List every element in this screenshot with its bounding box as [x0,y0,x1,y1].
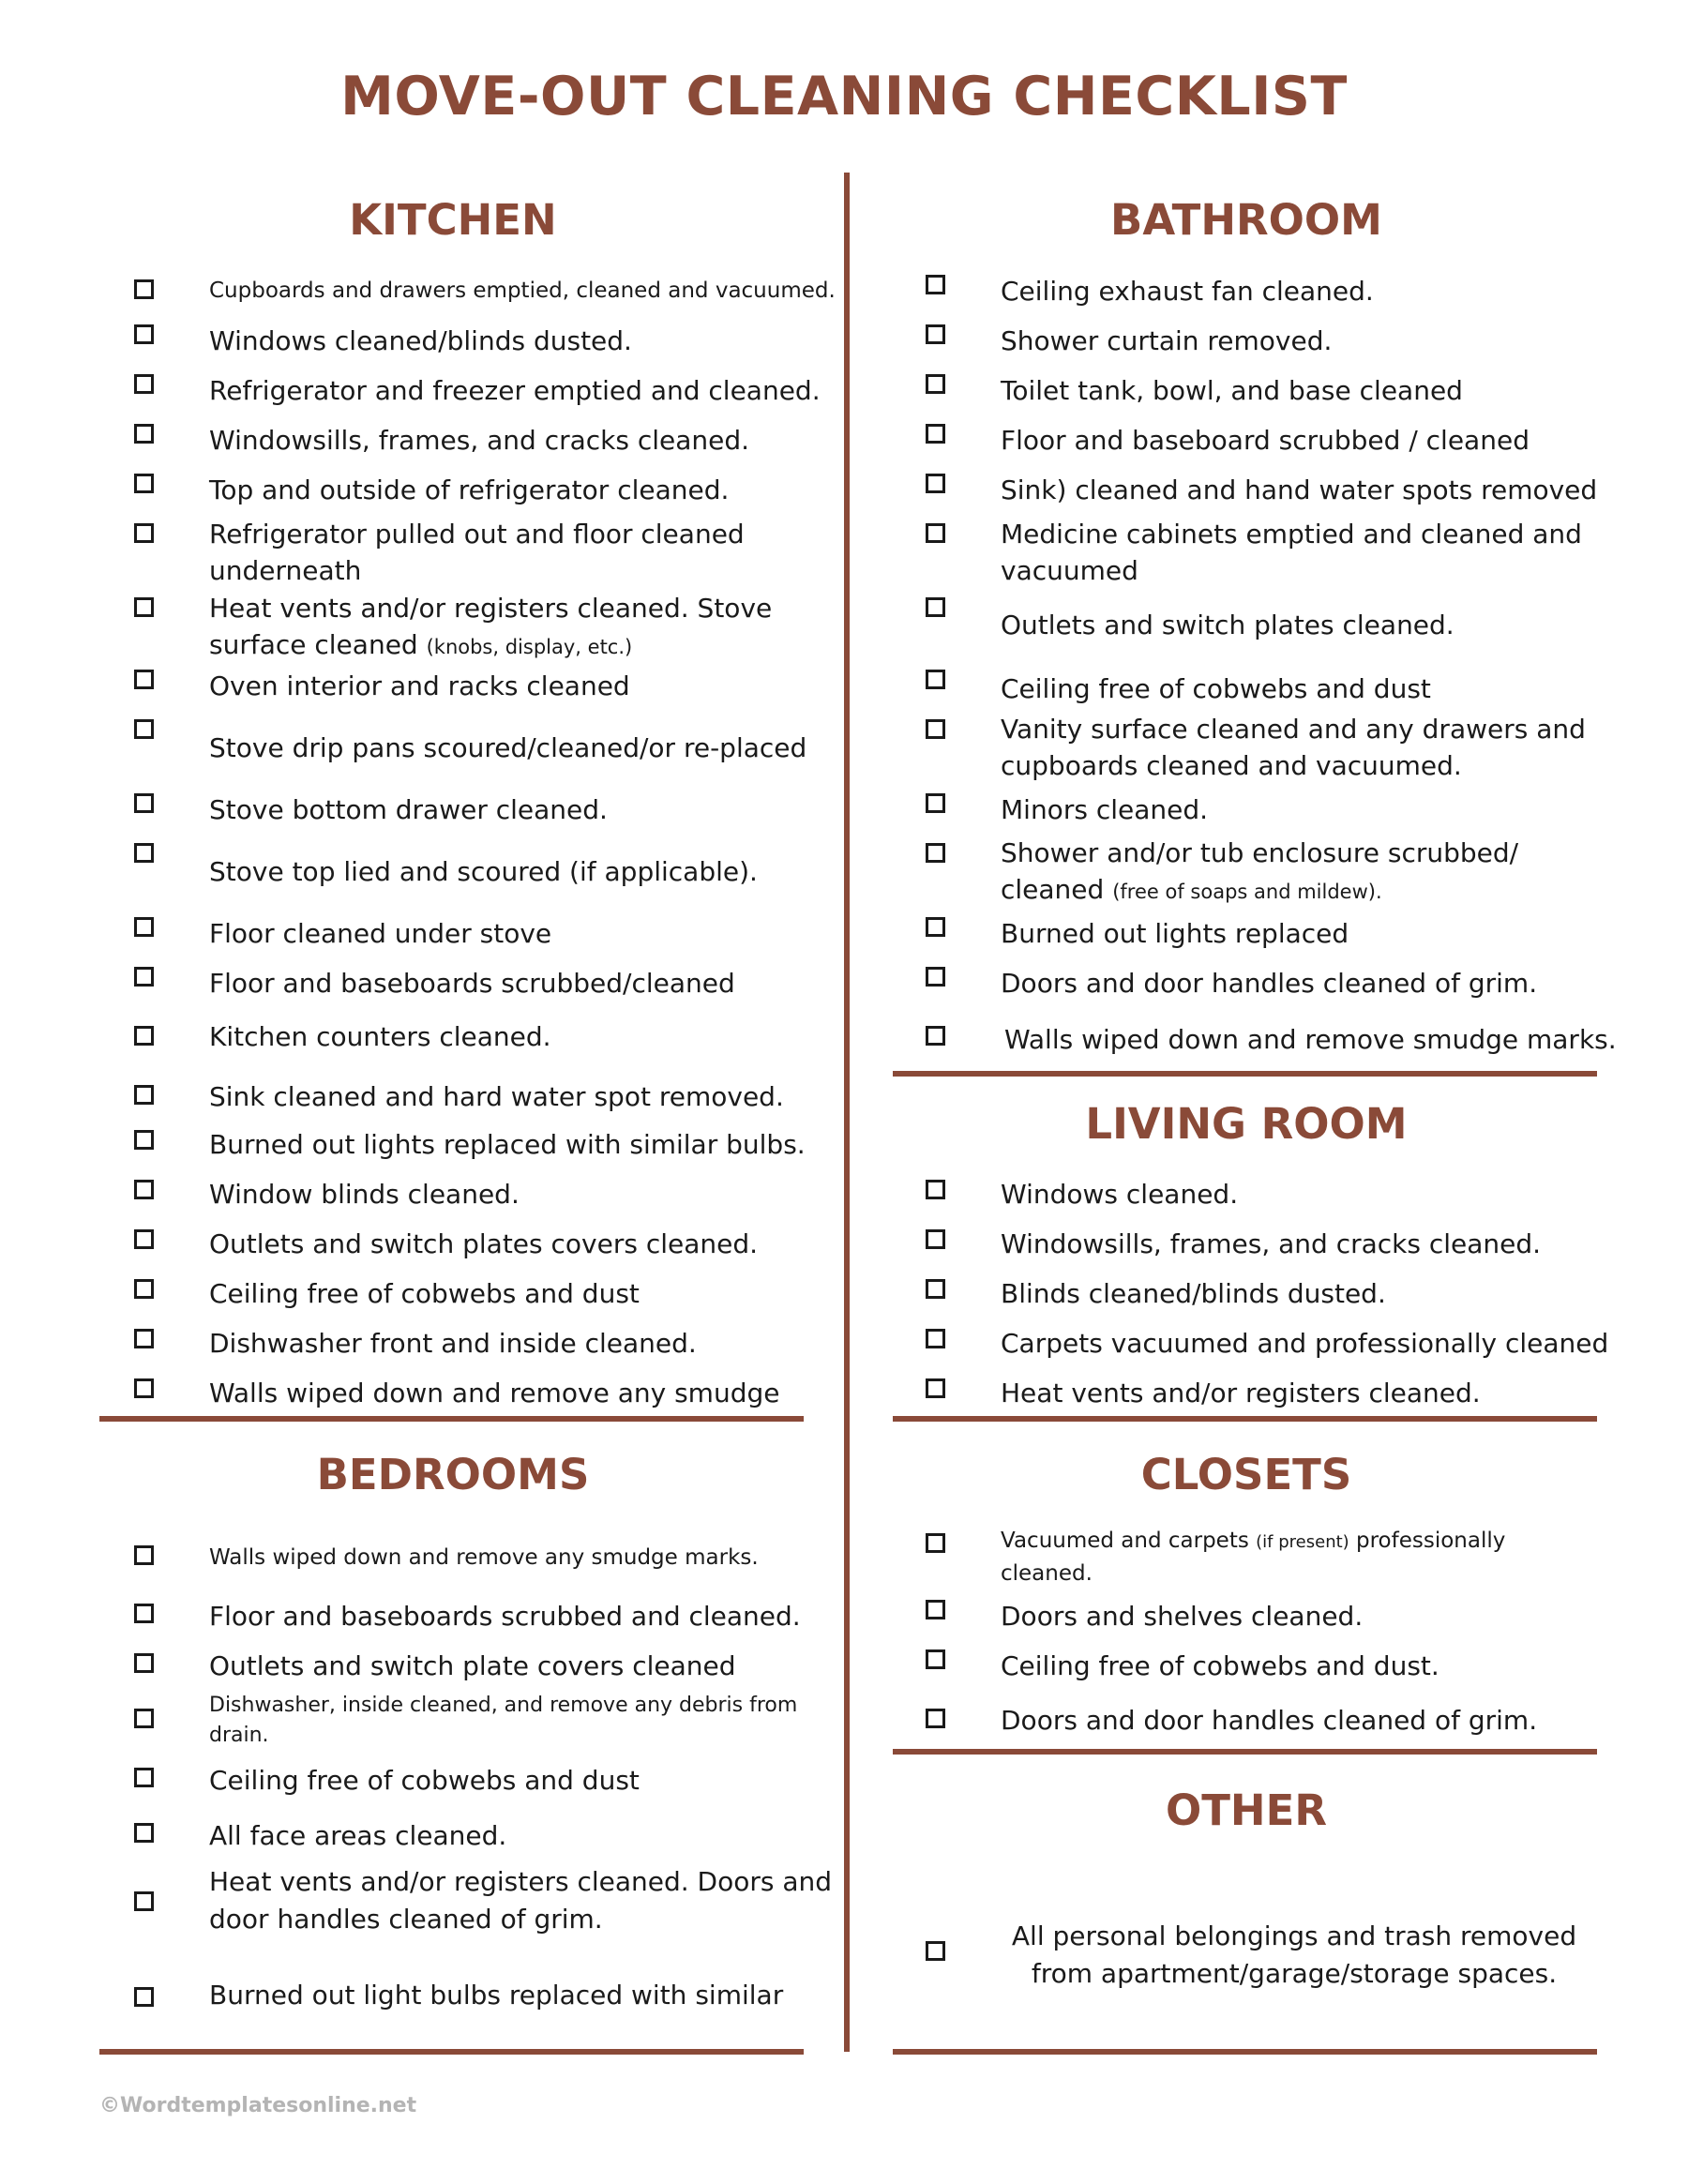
kitchen-checkbox[interactable] [134,424,154,444]
bedrooms-checkbox[interactable] [134,1768,154,1787]
closets-item-continued: cleaned. [1001,1561,1093,1586]
kitchen-checkbox[interactable] [134,719,154,739]
kitchen-checkbox[interactable] [134,324,154,344]
living-room-item: Blinds cleaned/blinds dusted. [1001,1278,1386,1309]
kitchen-item: Oven interior and racks cleaned [209,670,630,701]
kitchen-item: Heat vents and/or registers cleaned. Stove [209,593,773,624]
bathroom-checkbox[interactable] [926,597,945,617]
kitchen-checkbox[interactable] [134,1279,154,1299]
kitchen-checkbox[interactable] [134,523,154,543]
kitchen-checkbox[interactable] [134,670,154,689]
bathroom-checkbox[interactable] [926,917,945,937]
kitchen-item: Walls wiped down and remove any smudge [209,1378,780,1408]
bedrooms-item: All face areas cleaned. [209,1820,507,1851]
living-room-checkbox[interactable] [926,1279,945,1299]
living-room-item: Carpets vacuumed and professionally cleaned [1001,1328,1609,1359]
bathroom-checkbox[interactable] [926,670,945,689]
bedrooms-checkbox[interactable] [134,1891,154,1911]
living-room-checkbox[interactable] [926,1229,945,1249]
bathroom-item: Shower and/or tub enclosure scrubbed/ [1001,837,1519,868]
bathroom-item: Outlets and switch plates cleaned. [1001,610,1454,640]
closets-heading: CLOSETS [1140,1450,1352,1499]
bathroom-item: Minors cleaned. [1001,794,1209,825]
bathroom-checkbox[interactable] [926,275,945,294]
bathroom-checkbox[interactable] [926,793,945,813]
bathroom-checkbox[interactable] [926,374,945,394]
kitchen-item: Ceiling free of cobwebs and dust [209,1278,640,1309]
bathroom-item-note: (free of soaps and mildew). [1112,881,1382,903]
kitchen-item: Burned out lights replaced with similar bulbs. [209,1129,806,1160]
kitchen-checkbox[interactable] [134,374,154,394]
bathroom-item: Floor and baseboard scrubbed / cleaned [1001,425,1530,456]
bedrooms-checkbox[interactable] [134,1604,154,1623]
bathroom-checkbox[interactable] [926,324,945,344]
kitchen-checkbox[interactable] [134,1026,154,1046]
kitchen-heading: KITCHEN [349,195,557,245]
section-divider-living-room [893,1416,1597,1422]
kitchen-item: Dishwasher front and inside cleaned. [209,1328,697,1359]
closets-item: Ceiling free of cobwebs and dust. [1001,1650,1439,1681]
closets-item-note: (if present) [1256,1532,1349,1552]
living-room-item: Windowsills, frames, and cracks cleaned. [1001,1228,1542,1259]
bathroom-heading: BATHROOM [1110,195,1382,245]
kitchen-item-continued: underneath [209,555,362,586]
bathroom-checkbox[interactable] [926,474,945,493]
section-divider-other [893,2049,1597,2055]
bathroom-item: Ceiling free of cobwebs and dust [1001,673,1431,704]
other-item-continued: from apartment/garage/storage spaces. [1031,1958,1558,1989]
kitchen-item: Windows cleaned/blinds dusted. [209,325,632,356]
bedrooms-item: Heat vents and/or registers cleaned. Doors and [209,1866,833,1897]
kitchen-checkbox[interactable] [134,967,154,987]
kitchen-item: Stove drip pans scoured/cleaned/or re-placed [209,732,807,763]
bedrooms-heading: BEDROOMS [316,1450,590,1499]
closets-item [1001,1526,1505,1558]
bathroom-checkbox[interactable] [926,523,945,543]
kitchen-checkbox[interactable] [134,1180,154,1199]
bathroom-item: Doors and door handles cleaned of grim. [1001,968,1538,999]
bedrooms-item: Outlets and switch plate covers cleaned [209,1650,736,1681]
bathroom-item: Walls wiped down and remove smudge marks. [1004,1024,1617,1055]
kitchen-item: Cupboards and drawers emptied, cleaned and vacuumed. [209,279,836,303]
bathroom-item-continued: cupboards cleaned and vacuumed. [1001,750,1462,781]
bathroom-item: Shower curtain removed. [1001,325,1333,356]
kitchen-item: Kitchen counters cleaned. [209,1021,551,1052]
closets-checkbox[interactable] [926,1533,945,1553]
bathroom-checkbox[interactable] [926,1026,945,1046]
kitchen-checkbox[interactable] [134,279,154,299]
kitchen-checkbox[interactable] [134,843,154,863]
page-title: MOVE-OUT CLEANING CHECKLIST [340,66,1348,128]
bedrooms-item: Ceiling free of cobwebs and dust [209,1765,640,1796]
kitchen-checkbox[interactable] [134,597,154,617]
closets-checkbox[interactable] [926,1600,945,1619]
living-room-checkbox[interactable] [926,1378,945,1398]
kitchen-item: Windowsills, frames, and cracks cleaned. [209,425,750,456]
closets-checkbox[interactable] [926,1649,945,1669]
kitchen-item: Window blinds cleaned. [209,1179,520,1210]
kitchen-item: Stove top lied and scoured (if applicable). [209,856,758,887]
other-heading: OTHER [1165,1785,1327,1835]
bedrooms-checkbox[interactable] [134,1823,154,1843]
section-divider-kitchen [99,1416,804,1422]
kitchen-checkbox[interactable] [134,1130,154,1150]
bathroom-checkbox[interactable] [926,424,945,444]
closets-item: Doors and shelves cleaned. [1001,1601,1364,1632]
kitchen-checkbox[interactable] [134,1085,154,1105]
closets-checkbox[interactable] [926,1709,945,1728]
kitchen-checkbox[interactable] [134,474,154,493]
kitchen-item-note: (knobs, display, etc.) [426,636,633,658]
closets-item-text: Vacuumed and carpets [1001,1529,1249,1553]
watermark: ©Wordtemplatesonline.net [99,2094,417,2117]
kitchen-checkbox[interactable] [134,793,154,813]
column-divider [844,173,850,2052]
section-divider-bathroom [893,1071,1597,1077]
bedrooms-item-continued: drain. [209,1724,269,1747]
living-room-heading: LIVING ROOM [1085,1099,1408,1149]
kitchen-item: Top and outside of refrigerator cleaned. [209,474,730,505]
kitchen-item-continued [209,626,632,666]
living-room-checkbox[interactable] [926,1329,945,1348]
bedrooms-checkbox[interactable] [134,1987,154,2007]
bathroom-item: Vanity surface cleaned and any drawers and [1001,714,1586,745]
bedrooms-checkbox[interactable] [134,1545,154,1565]
kitchen-checkbox[interactable] [134,1229,154,1249]
kitchen-item: Outlets and switch plates covers cleaned. [209,1228,759,1259]
bathroom-item: Medicine cabinets emptied and cleaned and [1001,519,1582,550]
bathroom-item-text: cleaned [1001,874,1105,905]
bedrooms-checkbox[interactable] [134,1709,154,1728]
other-checkbox[interactable] [926,1941,945,1961]
closets-item: Doors and door handles cleaned of grim. [1001,1705,1538,1736]
living-room-item: Windows cleaned. [1001,1179,1239,1210]
bathroom-item: Toilet tank, bowl, and base cleaned [1001,375,1463,406]
bedrooms-checkbox[interactable] [134,1653,154,1673]
closets-item-text: professionally [1356,1529,1506,1553]
kitchen-item: Refrigerator pulled out and floor cleaned [209,519,745,550]
living-room-checkbox[interactable] [926,1180,945,1199]
bedrooms-item: Burned out light bulbs replaced with similar [209,1980,784,2011]
section-divider-bedrooms [99,2049,804,2055]
bedrooms-item: Floor and baseboards scrubbed and cleaned. [209,1601,801,1632]
bathroom-item: Ceiling exhaust fan cleaned. [1001,276,1374,307]
bathroom-checkbox[interactable] [926,967,945,987]
other-item: All personal belongings and trash removed [1011,1920,1577,1951]
kitchen-item: Floor and baseboards scrubbed/cleaned [209,968,735,999]
bathroom-item-continued: vacuumed [1001,555,1138,586]
section-divider-closets [893,1749,1597,1755]
bedrooms-item: Walls wiped down and remove any smudge marks. [209,1545,759,1570]
kitchen-checkbox[interactable] [134,917,154,937]
kitchen-item: Stove bottom drawer cleaned. [209,794,608,825]
kitchen-checkbox[interactable] [134,1329,154,1348]
kitchen-item: Refrigerator and freezer emptied and cleaned. [209,375,821,406]
kitchen-item: Sink cleaned and hard water spot removed. [209,1081,784,1112]
bathroom-item: Burned out lights replaced [1001,918,1349,949]
living-room-item: Heat vents and/or registers cleaned. [1001,1378,1481,1408]
kitchen-item-text: surface cleaned [209,629,418,660]
bathroom-item-continued [1001,871,1382,911]
kitchen-checkbox[interactable] [134,1378,154,1398]
bathroom-item: Sink) cleaned and hand water spots removed [1001,474,1598,505]
kitchen-item: Floor cleaned under stove [209,918,552,949]
bedrooms-item: Dishwasher, inside cleaned, and remove any debris from [209,1694,798,1717]
bathroom-checkbox[interactable] [926,843,945,863]
bathroom-checkbox[interactable] [926,719,945,739]
bedrooms-item-continued: door handles cleaned of grim. [209,1904,603,1935]
